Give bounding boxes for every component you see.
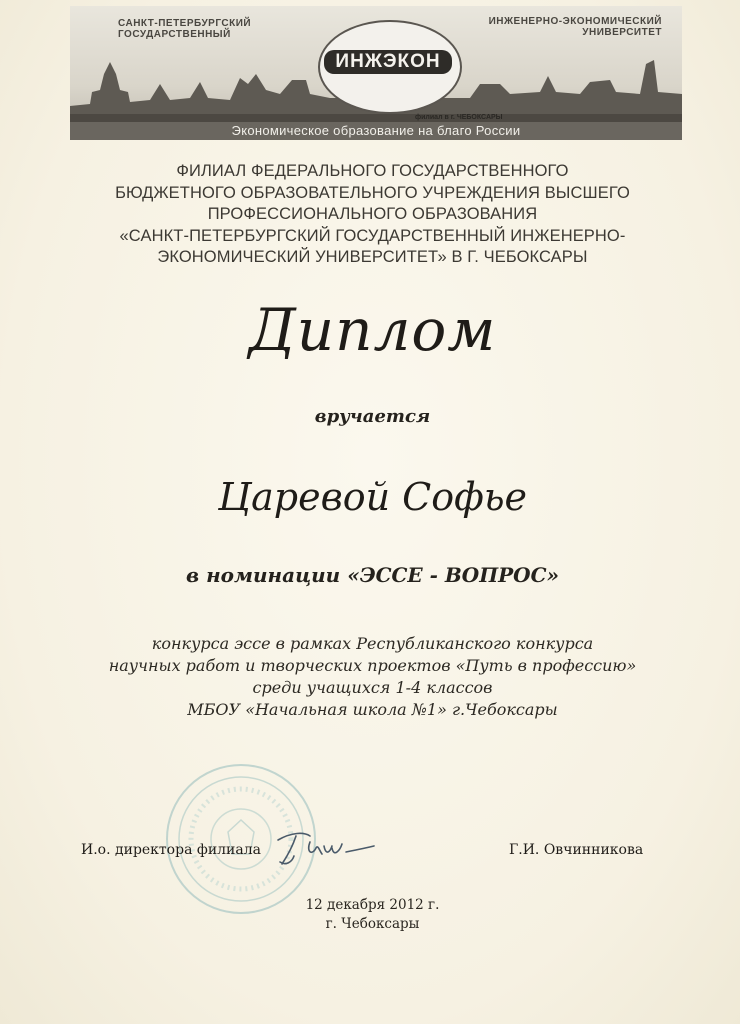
university-name-left: [118, 18, 251, 40]
university-right-line: ИНЖЕНЕРНО-ЭКОНОМИЧЕСКИЙ: [488, 16, 662, 27]
branch-label: филиал в г. ЧЕБОКСАРЫ: [415, 114, 503, 121]
university-name-right: [489, 16, 662, 38]
nomination: в номинации «ЭССЕ - ВОПРОС»: [185, 563, 560, 587]
institution-line: БЮДЖЕТНОГО ОБРАЗОВАТЕЛЬНОГО УЧРЕЖДЕНИЯ ВЫСШЕГО: [115, 183, 630, 202]
diploma-title: Диплом: [248, 296, 497, 364]
issue-city: г. Чебоксары: [325, 916, 420, 932]
issue-date: 12 декабря 2012 г.: [305, 897, 440, 913]
logo-text: ИНЖЭКОН: [324, 50, 452, 74]
signatory-name: Г.И. Овчинникова: [509, 842, 644, 858]
handwritten-signature: [270, 822, 380, 872]
header-banner: [70, 6, 682, 140]
description-line: среди учащихся 1-4 классов: [252, 678, 493, 697]
motto-strip: Экономическое образование на благо России: [70, 122, 682, 140]
university-left-line: ГОСУДАРСТВЕННЫЙ: [118, 29, 231, 40]
awarded-to-label: вручается: [314, 406, 431, 427]
university-left-line: САНКТ-ПЕТЕРБУРГСКИЙ: [118, 18, 252, 29]
description-line: научных работ и творческих проектов «Путь в профессию»: [108, 656, 637, 675]
recipient-name: Царевой Софье: [217, 475, 528, 519]
university-right-line: УНИВЕРСИТЕТ: [582, 27, 662, 38]
issue-date-place: [0, 896, 745, 934]
institution-line: ФИЛИАЛ ФЕДЕРАЛЬНОГО ГОСУДАРСТВЕННОГО: [176, 162, 569, 180]
scan-edge: [740, 0, 745, 1024]
description-line: конкурса эссе в рамках Республиканского конкурса: [151, 634, 594, 653]
institution-line: «САНКТ-ПЕТЕРБУРГСКИЙ ГОСУДАРСТВЕННЫЙ ИНЖЕНЕРНО-: [119, 226, 626, 245]
signatory-title: И.о. директора филиала: [81, 842, 261, 858]
institution-line: ПРОФЕССИОНАЛЬНОГО ОБРАЗОВАНИЯ: [207, 205, 538, 224]
institution-name: [40, 161, 705, 269]
description-line: МБОУ «Начальная школа №1» г.Чебоксары: [187, 700, 558, 719]
contest-description: [0, 633, 745, 721]
institution-line: ЭКОНОМИЧЕСКИЙ УНИВЕРСИТЕТ» В Г. ЧЕБОКСАРЫ: [157, 248, 588, 267]
